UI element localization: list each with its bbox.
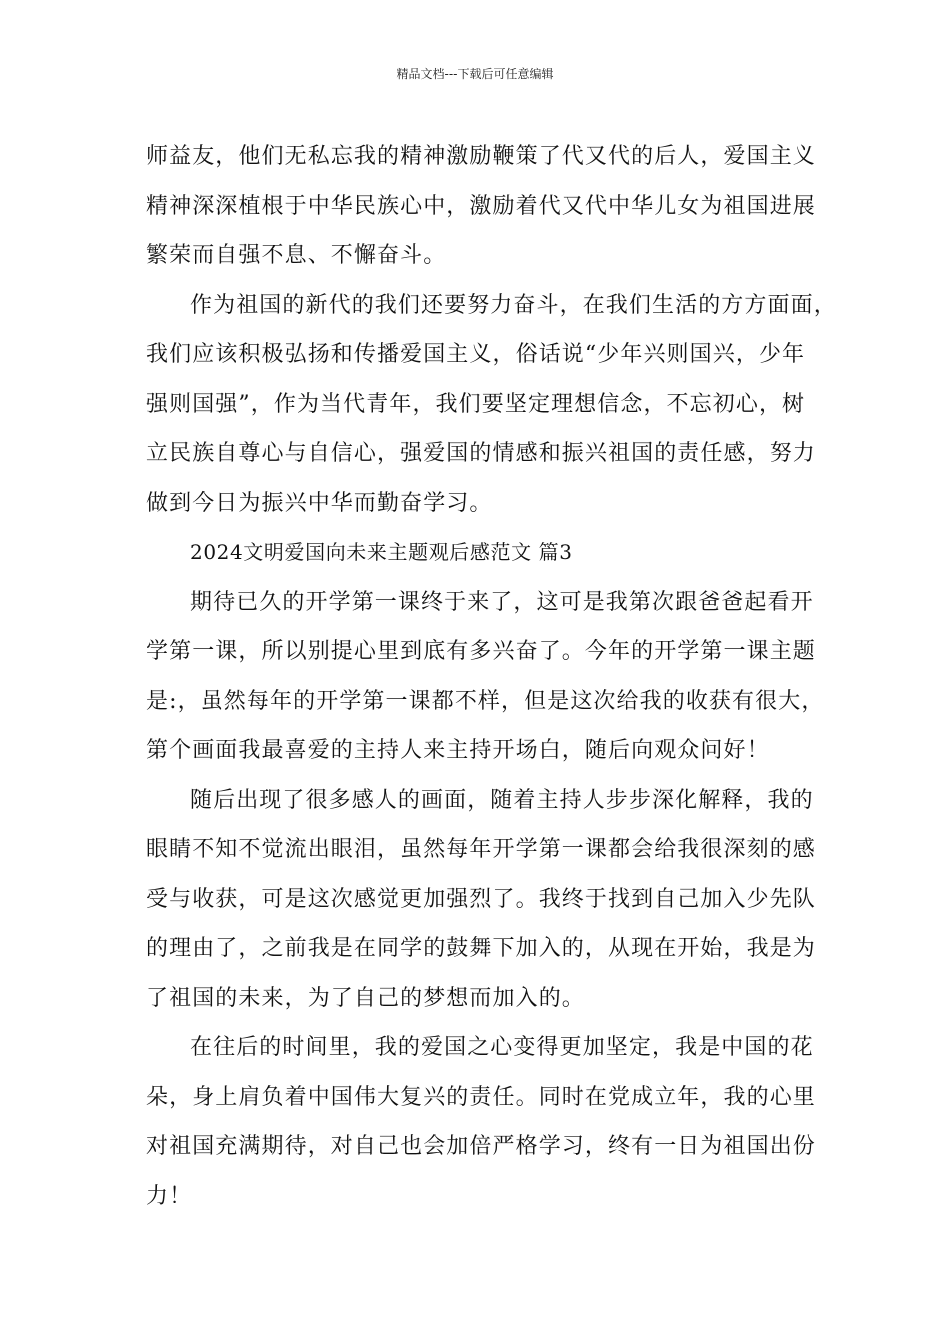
text-line: 是:，虽然每年的开学第一课都不样，但是这次给我的收获有很大， <box>146 688 825 714</box>
text-line: 做到今日为振兴中华而勤奋学习。 <box>146 490 493 516</box>
text-line: 繁荣而自强不息、不懈奋斗。 <box>146 243 447 268</box>
text-line: 眼睛不知不觉流出眼泪，虽然每年开学第一课都会给我很深刻的感 <box>146 837 816 862</box>
text-line: 强则国强”，作为当代青年，我们要坚定理想信念，不忘初心，树 <box>146 391 806 417</box>
text-line: 了祖国的未来，为了自己的梦想而加入的。 <box>146 985 585 1011</box>
page-header: 精品文档---下载后可任意编辑 <box>396 67 554 81</box>
text-line: 作为祖国的新代的我们还要努力奋斗，在我们生活的方方面面， <box>190 292 837 318</box>
text-line: 第个画面我最喜爱的主持人来主持开场白，随后向观众问好！ <box>146 738 770 763</box>
text-line: 我们应该积极弘扬和传播爱国主义，俗话说“少年兴则国兴，少年 <box>146 342 806 367</box>
text-line: 力！ <box>146 1183 193 1209</box>
text-line: 立民族自尊心与自信心，强爱国的情感和振兴祖国的责任感，努力 <box>146 441 816 466</box>
text-line: 在往后的时间里，我的爱国之心变得更加坚定，我是中国的花 <box>190 1035 814 1060</box>
text-line: 受与收获，可是这次感觉更加强烈了。我终于找到自己加入少先队 <box>146 886 816 912</box>
section-heading: 2024文明爱国向未来主题观后感范文 篇3 <box>190 540 573 564</box>
text-line: 朵，身上肩负着中国伟大复兴的责任。同时在党成立年，我的心里 <box>146 1084 816 1110</box>
text-line: 学第一课，所以别提心里到底有多兴奋了。今年的开学第一课主题 <box>146 639 816 664</box>
text-line: 期待已久的开学第一课终于来了，这可是我第次跟爸爸起看开 <box>190 589 814 615</box>
text-line: 师益友，他们无私忘我的精神激励鞭策了代又代的后人，爱国主义 <box>146 144 816 169</box>
text-line: 随后出现了很多感人的画面，随着主持人步步深化解释，我的 <box>190 787 814 813</box>
text-line: 的理由了，之前我是在同学的鼓舞下加入的，从现在开始，我是为 <box>146 936 816 961</box>
document-body <box>146 132 836 1221</box>
text-line: 对祖国充满期待，对自己也会加倍严格学习，终有一日为祖国出份 <box>146 1134 816 1159</box>
text-line: 精神深深植根于中华民族心中，激励着代又代中华儿女为祖国进展 <box>146 193 816 219</box>
